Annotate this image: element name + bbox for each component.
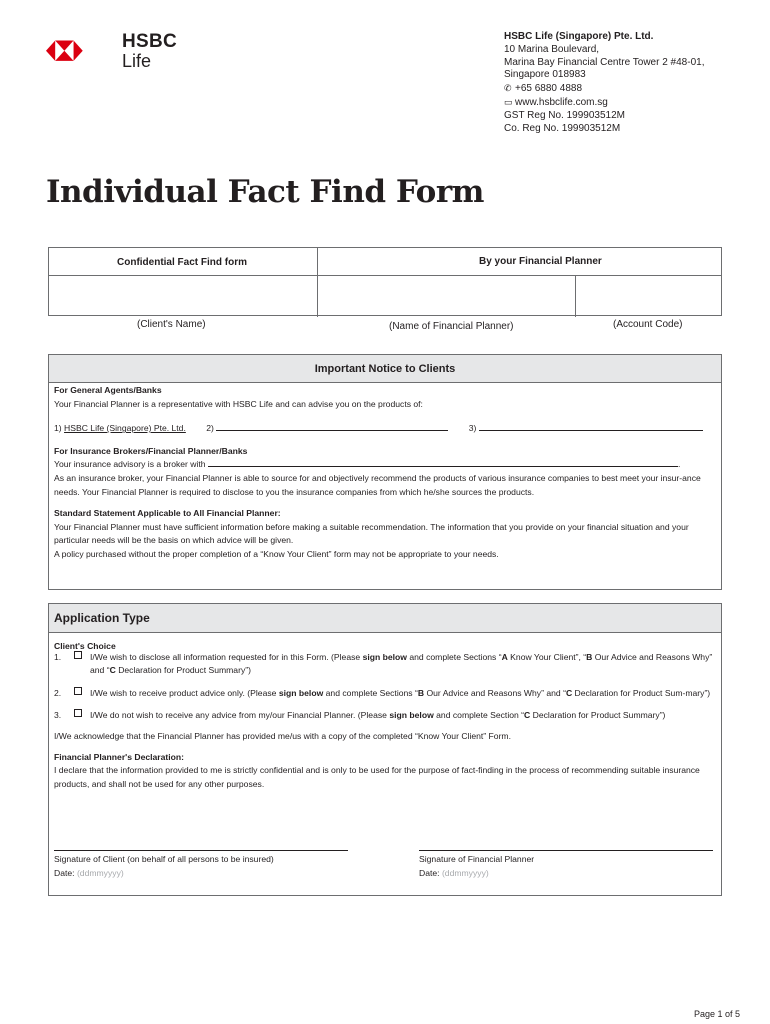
acknowledge-text: I/We acknowledge that the Financial Planner has provided me/us with a copy of the completed “Know Your Client” Form. (54, 730, 511, 741)
logo-subword: Life (122, 51, 152, 71)
option-1-checkbox[interactable] (74, 651, 82, 659)
declaration-text: I declare that the information provided to me is strictly confidential and is only to be used for the purpose of fact-finding in the process of recommending suitable insurance products, and shall not be used for any other purposes. (54, 765, 700, 789)
option-2-checkbox[interactable] (74, 687, 82, 695)
client-planner-table (48, 247, 722, 316)
planner-signature-label: Signature of Financial Planner (419, 854, 535, 864)
phone-number: +65 6880 4888 (515, 83, 583, 95)
important-notice-box: Important Notice to Clients For General Agents/Banks Your Financial Planner is a representative with HSBC Life and can advise you on the products of: 1) HSBC Life (Singapore) Pte. Ltd. 2) 3) For Insurance Brokers/Financial Planner/Banks Your insurance advisory is a broker with . As an insurance broker, your Financial Planner is able to source for and objectively recommend the products of various insurance companies to best meet your insur-ance needs. Your Financial Planner is required to disclose to you the insurance companies from which he/she sources the products. Standard Statement Applicable to All Financial Planner: Your Financial Planner must have sufficient information before making a suitable recommendation. The information that you provide on your financial situation and your particular needs will be the basis on which advice will be given. A policy purchased without the proper completion of a “Know Your Client” form may not be appropriate to your needs. (48, 354, 722, 590)
date-label: Date: (419, 867, 440, 878)
phone-icon: ✆ (504, 83, 512, 94)
choice-option-3 (54, 709, 719, 723)
client-name-caption: (Client's Name) (137, 319, 206, 330)
page-number: Page 1 of 5 (693, 1009, 740, 1019)
application-heading: Application Type (49, 604, 721, 633)
clients-choice-heading: Client's Choice (54, 641, 116, 651)
planner-signature-line[interactable] (419, 850, 713, 851)
confidential-header: Confidential Fact Find form (117, 257, 247, 268)
option-number: 1. (54, 651, 62, 662)
account-code-field[interactable] (577, 276, 721, 315)
product-company-3-field[interactable] (479, 423, 703, 431)
standard-heading: Standard Statement Applicable to All Financial Planner: (54, 508, 281, 519)
product-company-1: HSBC Life (Singapore) Pte. Ltd. (64, 423, 186, 434)
choice-option-1 (54, 651, 719, 678)
item-number: 2) (206, 423, 214, 434)
hsbc-logo (46, 32, 120, 72)
agents-text: Your Financial Planner is a representative with HSBC Life and can advise you on the products of: (54, 398, 423, 409)
option-1-text: I/We wish to disclose all information requested for in this Form. (Please sign below and complete Sections “A Know Your Client”, “B Our Advice and Reasons Why” and “C Declaration for Product Summary”) (90, 651, 713, 676)
planner-header: By your Financial Planner (479, 256, 602, 267)
brokers-text: As an insurance broker, your Financial Planner is able to source for and objectively recommend the products of various insurance companies to best meet your insur-ance needs. Your Financial Planner is required to disclose to you the insurance companies from which he/she sources the products. (54, 472, 701, 497)
account-code-caption: (Account Code) (613, 319, 683, 330)
company-reg: Co. Reg No. 199903512M (504, 122, 621, 134)
declaration-heading: Financial Planner's Declaration: (54, 751, 185, 762)
products-list (54, 422, 719, 436)
standard-text: Your Financial Planner must have sufficient information before making a suitable recommendation. The information that you provide on your financial situation and your particular needs will be the basis on which advice will be given. (54, 521, 689, 546)
choice-option-2 (54, 687, 719, 701)
product-company-2-field[interactable] (216, 423, 448, 431)
option-3-text: I/We do not wish to receive any advice from my/our Financial Planner. (Please sign below and complete Section “C Declaration for Product Summary”) (90, 710, 666, 721)
item-number: 1) (54, 423, 62, 434)
option-3-checkbox[interactable] (74, 709, 82, 717)
item-number: 3) (468, 423, 477, 434)
planner-date-field[interactable]: (ddmmyyyy) (441, 867, 489, 878)
application-type-box (48, 603, 722, 896)
address-line: 10 Marina Boulevard, (504, 43, 600, 55)
client-date-field[interactable]: (ddmmyyyy) (76, 867, 124, 878)
client-signature-label: Signature of Client (on behalf of all persons to be insured) (54, 854, 274, 864)
option-2-text: I/We wish to receive product advice only. (Please sign below and complete Sections “B Our Advice and Reasons Why” and “C Declaration for Product Sum-mary”) (90, 687, 711, 698)
logo-wordmark: HSBC (122, 31, 178, 52)
page-title: Individual Fact Find Form (46, 174, 484, 210)
standard-note: A policy purchased without the proper completion of a “Know Your Client” form may not be appropriate to your needs. (54, 548, 499, 559)
option-number: 2. (54, 687, 62, 698)
gst-reg: GST Reg No. 199903512M (504, 109, 626, 121)
client-name-field[interactable] (50, 276, 316, 315)
address-line: Singapore 018983 (504, 69, 586, 81)
option-number: 3. (54, 710, 62, 721)
brokers-heading: For Insurance Brokers/Financial Planner/Banks (54, 445, 248, 456)
broker-name-field[interactable] (208, 459, 678, 467)
brokers-line: Your insurance advisory is a broker with (54, 459, 206, 470)
planner-name-caption: (Name of Financial Planner) (389, 321, 514, 332)
planner-name-field[interactable] (319, 276, 574, 315)
address-line: Marina Bay Financial Centre Tower 2 #48-01, (504, 56, 705, 68)
company-name: HSBC Life (Singapore) Pte. Ltd. (504, 31, 654, 42)
monitor-icon: ▭ (504, 96, 513, 107)
agents-heading: For General Agents/Banks (54, 385, 162, 395)
date-label: Date: (54, 867, 75, 878)
notice-heading: Important Notice to Clients (49, 355, 721, 383)
company-address-block (504, 31, 704, 135)
website-link[interactable]: www.hsbclife.com.sg (515, 96, 608, 108)
client-signature-line[interactable] (54, 850, 348, 851)
